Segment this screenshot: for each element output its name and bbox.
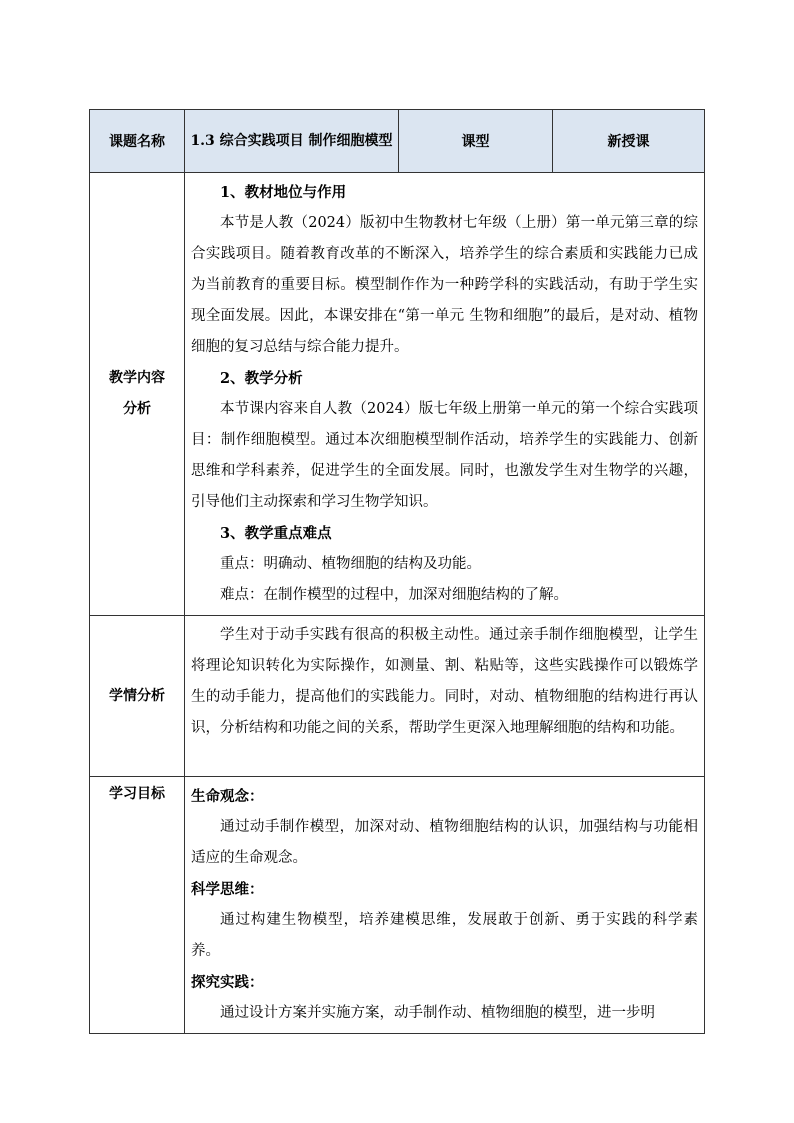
goal-1-title: 生命观念： bbox=[191, 788, 264, 805]
key-point: 重点：明确动、植物细胞的结构及功能。 bbox=[220, 556, 481, 572]
goal-3-title: 探究实践： bbox=[191, 974, 264, 991]
student-analysis-body bbox=[185, 616, 705, 777]
student-analysis-text: 学生对于动手实践有很高的积极主动性。通过亲手制作细胞模型，让学生将理论知识转化为实际操作，如测量、割、粘贴等，这些实践操作可以锻炼学生的动手能力，提高他们的实践能力。同时，对动、植物细胞的结构进行再认识，分析结构和功能之间的关系，帮助学生更深入地理解细胞的结构和功能。 bbox=[191, 627, 698, 736]
goal-2-title: 科学思维： bbox=[191, 881, 264, 898]
lesson-plan-table bbox=[89, 109, 705, 1034]
difficulty: 难点：在制作模型的过程中，加深对细胞结构的了解。 bbox=[220, 587, 568, 603]
header-row bbox=[90, 110, 705, 173]
goal-1-text: 通过动手制作模型，加深对动、植物细胞结构的认识，加强结构与功能相适应的生命观念。 bbox=[191, 819, 698, 866]
type-label: 课型 bbox=[399, 110, 553, 173]
objectives-label: 学习目标 bbox=[90, 777, 185, 1034]
section-2-text: 本节课内容来自人教（2024）版七年级上册第一单元的第一个综合实践项目：制作细胞模型。通过本次细胞模型制作活动，培养学生的实践能力、创新思维和学科素养，促进学生的全面发展。同时，也激发学生对生物学的兴趣，引导他们主动探索和学习生物学知识。 bbox=[191, 401, 698, 510]
objectives-row bbox=[90, 777, 705, 1034]
section-1-text: 本节是人教（2024）版初中生物教材七年级（上册）第一单元第三章的综合实践项目。随着教育改革的不断深入，培养学生的综合素质和实践能力已成为当前教育的重要目标。模型制作作为一种跨学科的实践活动，有助于学生实现全面发展。因此，本课安排在“第一单元 生物和细胞”的最后，是对动、植物细胞的复习总结与综合能力提升。 bbox=[191, 215, 698, 355]
goal-3-text: 通过设计方案并实施方案，动手制作动、植物细胞的模型，进一步明 bbox=[220, 1005, 655, 1021]
topic-value: 1.3 综合实践项目 制作细胞模型 bbox=[185, 110, 399, 173]
student-analysis-row bbox=[90, 616, 705, 777]
section-1-title: 1、教材地位与作用 bbox=[220, 184, 347, 201]
section-3-title: 3、教学重点难点 bbox=[220, 525, 332, 542]
type-value: 新授课 bbox=[553, 110, 705, 173]
section-2-title: 2、教学分析 bbox=[220, 370, 303, 387]
goal-2-text: 通过构建生物模型，培养建模思维，发展敢于创新、勇于实践的科学素养。 bbox=[191, 912, 698, 959]
content-analysis-row bbox=[90, 173, 705, 616]
topic-label: 课题名称 bbox=[90, 110, 185, 173]
content-analysis-label: 教学内容分析 bbox=[90, 173, 185, 616]
objectives-body bbox=[185, 777, 705, 1034]
content-analysis-body bbox=[185, 173, 705, 616]
student-analysis-label: 学情分析 bbox=[90, 616, 185, 777]
